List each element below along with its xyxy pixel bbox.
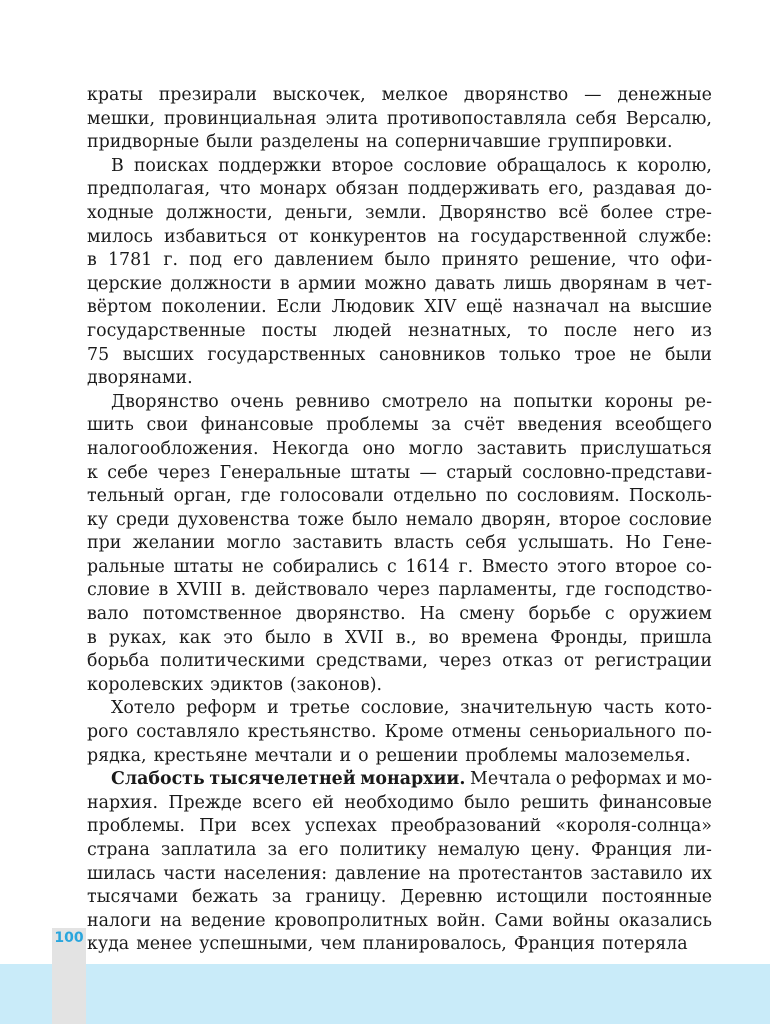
text-line: краты презирали выскочек, мелкое дворянство — денежные [87,85,712,105]
text-line: вало потомственное дворянство. На смену борьбе с оружием [87,604,712,625]
text-line: куда менее успешными, чем планировалось, Франция потеряла [87,934,688,955]
text-line: борьба политическими средствами, через отказ от регистрации [87,651,712,672]
footer-band [0,964,770,1024]
page-number: 100 [54,930,84,946]
text-line: шилась части населения: давление на протестантов заставило их [87,863,712,884]
text-line: мешки, провинциальная элита противопоставляла себя Версалю, [87,108,712,129]
text-line: при желании могло заставить власть себя услышать. Но Гене- [87,533,712,554]
text-line: налогообложения. Некогда оно могло заставить прислушаться [87,438,712,459]
text-line: 75 высших государственных сановников только трое не были [87,344,712,365]
text-line: тельный орган, где голосовали отдельно по сословиям. Посколь- [87,486,712,507]
text-line: ходные должности, деньги, земли. Дворянство всё более стре- [87,202,712,223]
text-line: к себе через Генеральные штаты — старый сословно-представи- [87,462,712,483]
text-line: страна заплатила за его политику немалую цену. Франция ли- [87,840,712,860]
text-line: в руках, как это было в XVII в., во времена Фронды, пришла [87,627,712,648]
text-line: рядка, крестьяне мечтали и о решении проблемы малоземелья. [87,745,691,766]
text-line: рого составляло крестьянство. Кроме отмены сеньориального по- [87,722,712,743]
paragraph [87,697,712,768]
text-line: милось избавиться от конкурентов на государственной службе: [87,226,712,247]
text-line: Слабость тысячелетней монархии. Мечтала о реформах и мо- [111,769,712,790]
text-line: Дворянство очень ревниво смотрело на попытки короны ре- [111,391,712,412]
paragraph [87,391,712,698]
text-line: ральные штаты не собирались с 1614 г. Вместо этого второе со- [87,556,712,577]
body-text [87,84,712,957]
text-line: королевских эдиктов (законов). [87,674,383,695]
text-line: проблемы. При всех успехах преобразований «короля-солнца» [87,816,712,837]
paragraph [87,84,712,155]
text-line: государственные посты людей незнатных, то после него из [87,320,712,341]
text-line: тысячами бежать за границу. Деревню истощили постоянные [87,887,712,908]
text-line: придворные были разделены на соперничавшие группировки. [87,132,673,153]
text-line: церские должности в армии можно давать лишь дворянам в чет- [87,273,712,294]
text-line: словие в XVIII в. действовало через парламенты, где господство- [87,580,712,601]
text-line: в 1781 г. под его давлением было принято решение, что офи- [87,250,712,271]
text-line: Хотело реформ и третье сословие, значительную часть кото- [111,698,712,719]
text-line: В поисках поддержки второе сословие обращалось к королю, [111,155,712,176]
text-line: шить свои финансовые проблемы за счёт введения всеобщего [87,415,712,436]
paragraph [87,155,712,391]
text-line: дворянами. [87,368,193,389]
text-line: налоги на ведение кровопролитных войн. Сами войны оказались [87,910,712,931]
text-line: нархия. Прежде всего ей необходимо было решить финансовые [87,792,712,813]
text-line: вёртом поколении. Если Людовик XIV ещё назначал на высшие [87,297,712,318]
text-line: предполагая, что монарх обязан поддерживать его, раздавая до- [87,179,712,200]
text-line: ку среди духовенства тоже было немало дворян, второе сословие [87,509,712,530]
paragraph [87,768,712,957]
